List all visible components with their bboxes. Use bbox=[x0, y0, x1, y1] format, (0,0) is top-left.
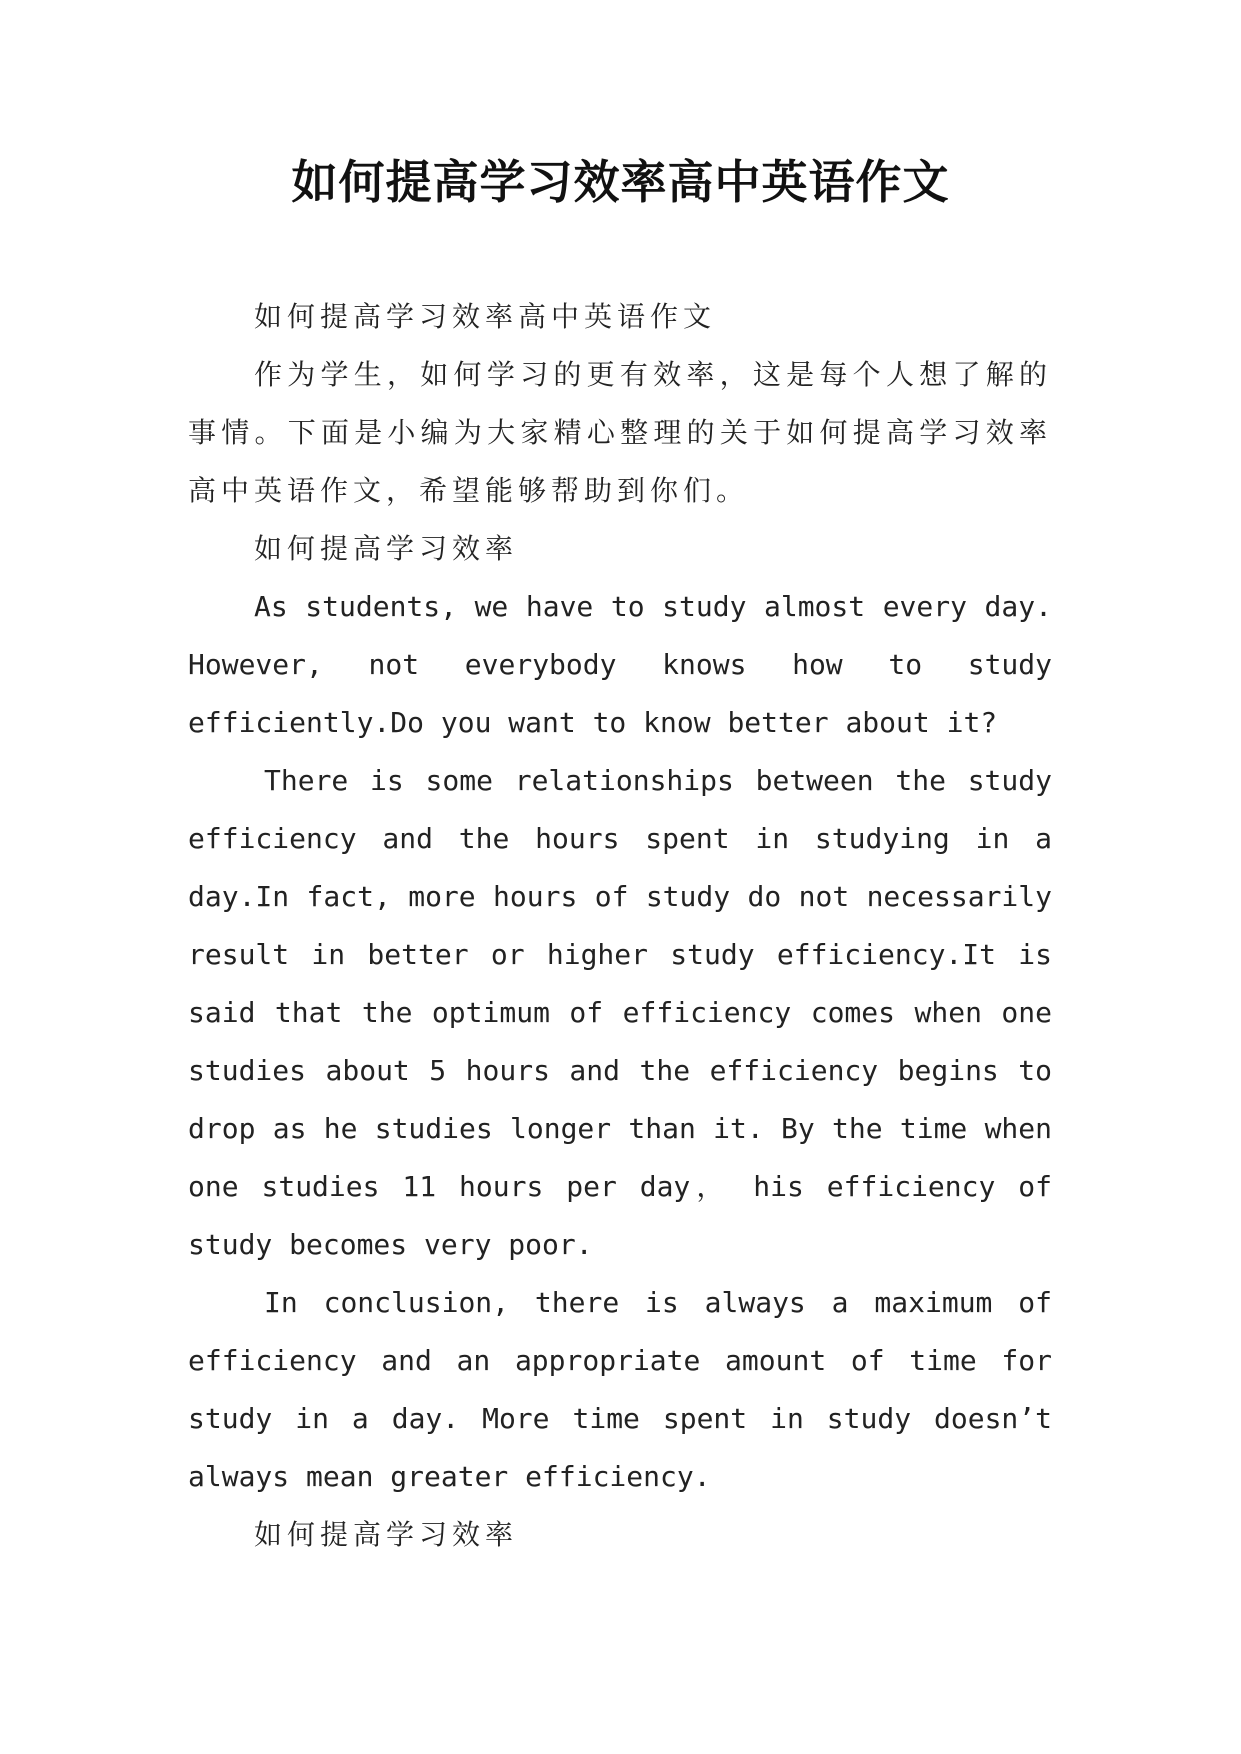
document-title: 如何提高学习效率高中英语作文 bbox=[291, 155, 950, 209]
intro-paragraph: 作为学生，如何学习的更有效率，这是每个人想了解的事情。下面是小编为大家精心整理的关于如何提高学习效率高中英语作文，希望能够帮助到你们。 bbox=[188, 358, 1052, 507]
section-heading-2: 如何提高学习效率 bbox=[254, 1518, 519, 1551]
english-paragraph-2: There is some relationships between the study efficiency and the hours spent in studying in a day.In fact, more hours of study do not necessarily result in better or higher study efficiency.It is said that the optimum of efficiency comes when one studies about 5 hours and the efficiency begins to drop as he studies longer than it. By the time when one studies 11 hours per day， his efficiency of study becomes very poor. bbox=[188, 764, 1052, 1261]
english-paragraph-3: In conclusion, there is always a maximum of efficiency and an appropriate amount of time for study in a day. More time spent in study doesn’t always mean greater efficiency. bbox=[188, 1286, 1052, 1493]
english-paragraph-1: As students, we have to study almost every day. However, not everybody knows how to study efficiently.Do you want to know better about it? bbox=[188, 590, 1052, 739]
subtitle-paragraph: 如何提高学习效率高中英语作文 bbox=[254, 300, 717, 333]
section-heading-1: 如何提高学习效率 bbox=[254, 532, 519, 565]
document-body bbox=[188, 288, 1052, 1564]
